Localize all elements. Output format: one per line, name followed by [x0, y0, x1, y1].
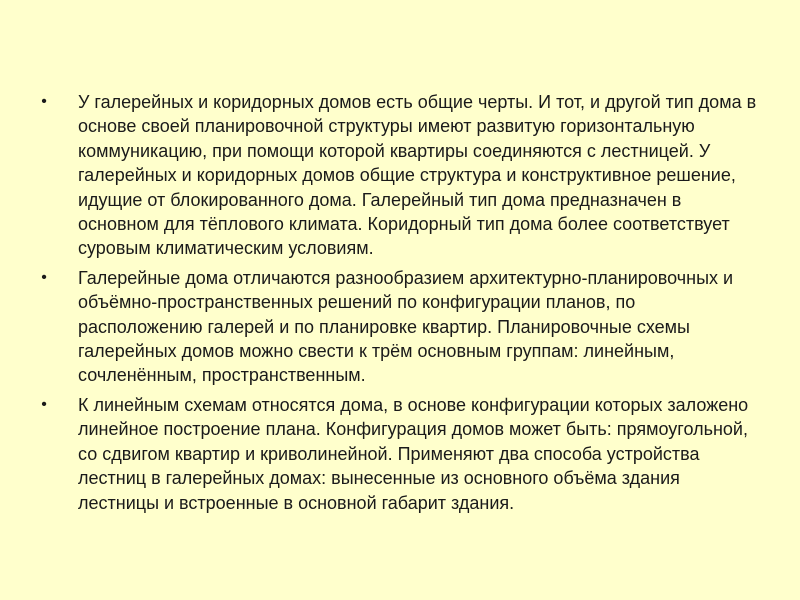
paragraph-text: У галерейных и коридорных домов есть общие черты. И тот, и другой тип дома в основе своей планировочной структуры имеют развитую горизонтальную коммуникацию, при помощи которой квартиры соединяются с лестницей. У галерейных и коридорных домов общие структура и конструктивное решение, идущие от блокированного дома. Галерейный тип дома предназначен в основном для тёплового климата. Коридорный тип дома более соответствует суровым климатическим условиям. [78, 92, 757, 259]
bullet-icon: • [41, 395, 47, 413]
paragraph-text: К линейным схемам относятся дома, в основе конфигурации которых заложено линейное построение плана. Конфигурация домов может быть: прямоугольной, со сдвигом квартир и криволинейной. Применяют два способа устройства лестниц в галерейных домах: вынесенные из основного объёма здания лестницы и встроенные в основной габарит здания. [78, 394, 749, 513]
bullet-icon: • [41, 93, 47, 110]
paragraph-text: Галерейные дома отличаются разнообразием архитектурно-планировочных и объёмно-пространственных решений по конфигурации планов, по расположению галерей и по планировке квартир. Планировочные схемы галерейных домов можно свести к трём основным группам: линейным, сочленённым, пространственным. [78, 267, 734, 386]
bullet-list [34, 90, 764, 520]
list-item [34, 90, 764, 261]
list-item [34, 266, 764, 388]
bullet-icon: • [41, 268, 47, 286]
list-item [34, 393, 764, 515]
